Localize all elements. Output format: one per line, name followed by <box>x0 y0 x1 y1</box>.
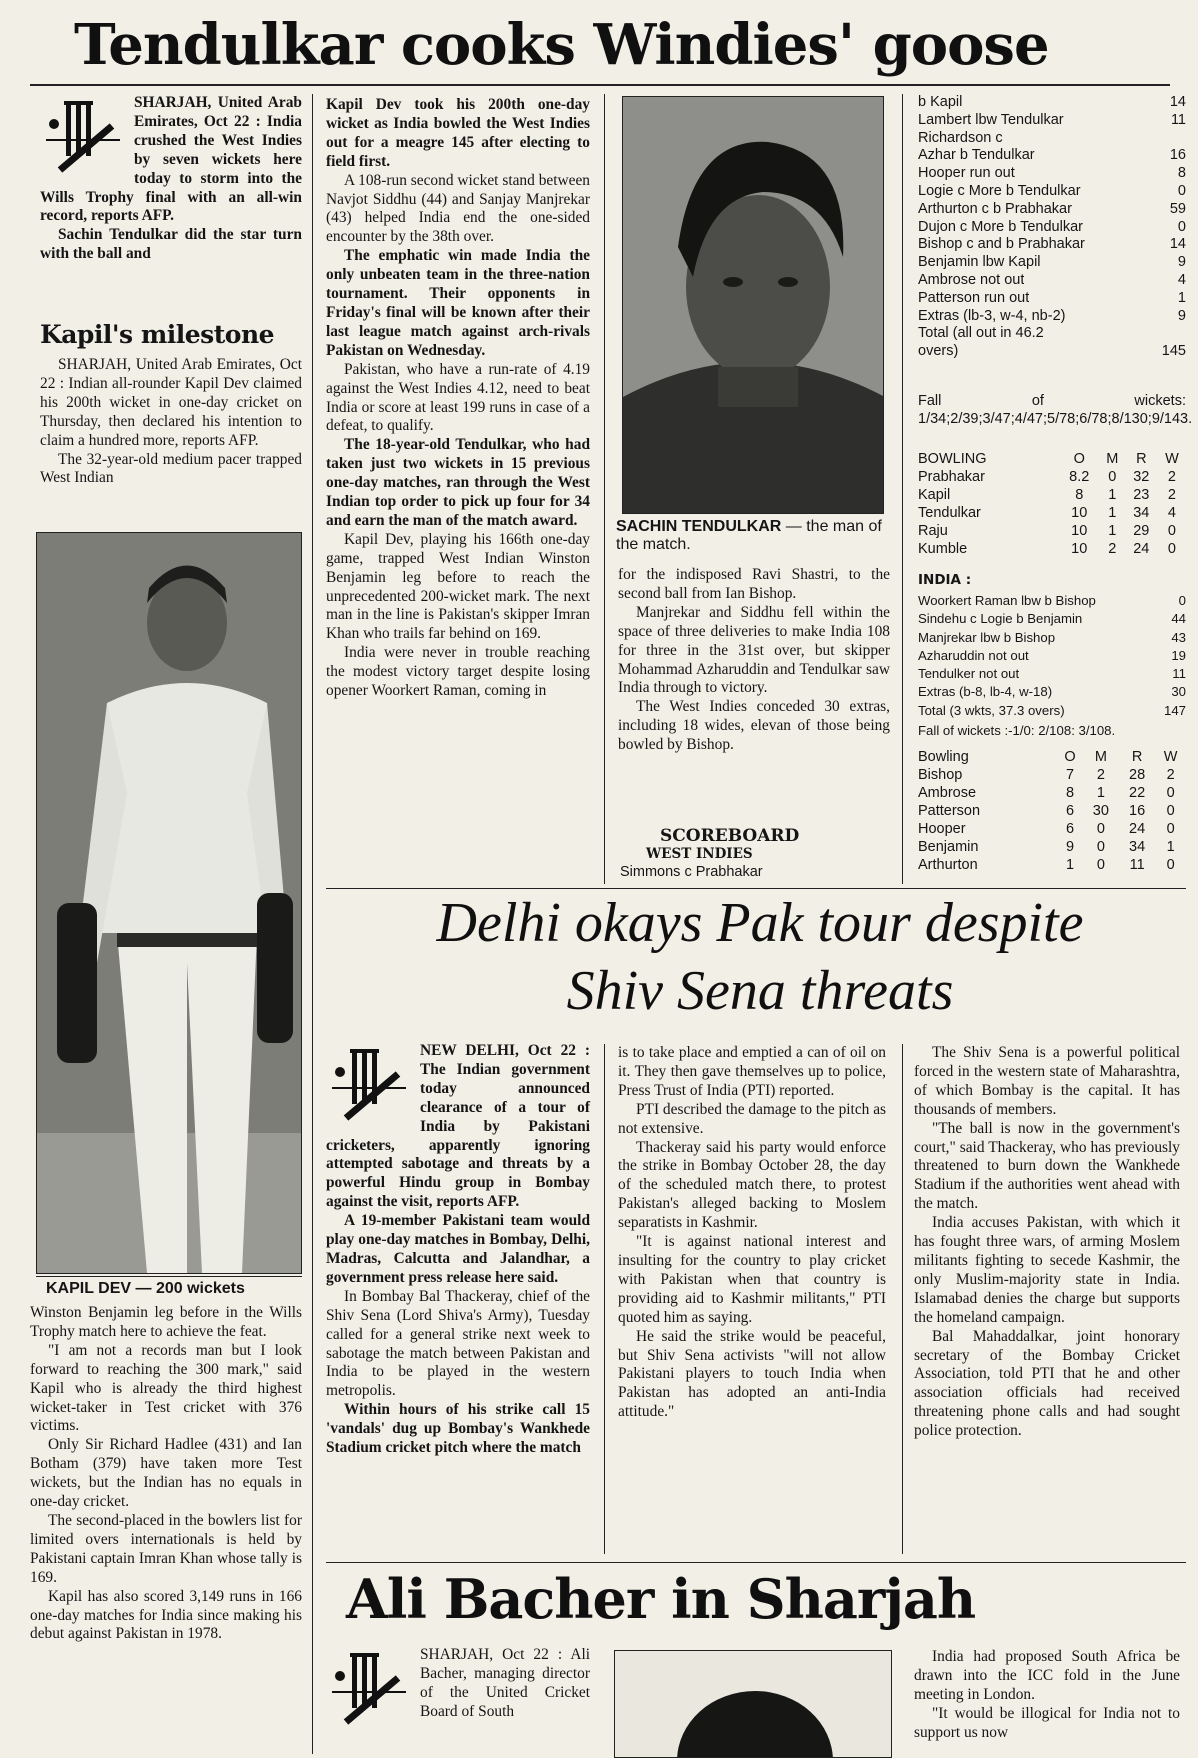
wi-batting-batsman: Arthurton c b Prabhakar <box>918 200 1072 217</box>
cricket-logo-icon <box>326 1648 412 1728</box>
delhi-c2-paragraph-1: is to take place and emptied a can of oil on it. They then gave themselves up to police, Press Trust of India (PTI) reported. <box>618 1044 886 1099</box>
wi-bowling-cell: 8 <box>1066 785 1075 801</box>
india-bowling-cell: Kapil <box>918 487 951 503</box>
bacher-c3-paragraph-1: India had proposed South Africa be drawn into the ICC fold in the June meeting in London. <box>914 1648 1180 1703</box>
india-batting-title: INDIA : <box>918 572 972 588</box>
india-bowling-cell: 29 <box>1133 523 1150 539</box>
bacher-top-rule <box>326 1562 1186 1563</box>
wi-bowling-row <box>918 820 1186 838</box>
lead-column-1 <box>40 94 302 264</box>
wi-batting-runs: 9 <box>1177 254 1186 271</box>
india-batting-row <box>918 647 1186 665</box>
india-bowling-cell: 34 <box>1133 505 1150 521</box>
india-batting-row <box>918 629 1186 647</box>
kapil-paragraph-1: SHARJAH, United Arab Emirates, Oct 22 : Indian all-rounder Kapil Dev claimed his 200th wicket in one-day cricket on Thursday, then declared his intention to claim a hundred more, reports AFP. <box>40 356 302 449</box>
india-bowling-header-cell: O <box>1073 451 1085 467</box>
wi-batting-row <box>918 290 1186 308</box>
india-bowling-row <box>918 486 1186 504</box>
india-batting-batsman: Woorkert Raman lbw b Bishop <box>918 593 1096 608</box>
india-batting-runs: 0 <box>1178 593 1186 608</box>
wi-batting-batsman: Azhar b Tendulkar <box>918 147 1035 164</box>
wi-batting-row <box>918 272 1186 290</box>
wi-batting-runs: 11 <box>1170 111 1186 128</box>
india-bowling-header-row <box>918 450 1186 468</box>
india-bowling-grid <box>918 450 1186 558</box>
kapil-subhead: Kapil's milestone <box>40 320 275 349</box>
wi-bowling-header-cell: O <box>1064 749 1076 765</box>
lead-paragraph-1: SHARJAH, United Arab Emirates, Oct 22 : India crushed the West Indies by seven wickets here today to storm into the Wills Trophy final with an all-win record, reports AFP. <box>40 94 302 225</box>
india-bowling-cell: 10 <box>1071 523 1088 539</box>
wi-batting-batsman: Logie c More b Tendulkar <box>918 182 1081 199</box>
india-batting-batsman: Azharuddin not out <box>918 647 1029 663</box>
india-bowling-cell: 0 <box>1167 541 1176 557</box>
wi-bowling-cell: 22 <box>1129 785 1146 801</box>
sachin-tendulkar-photo <box>622 96 884 514</box>
india-bowling-header-cell: M <box>1106 451 1119 467</box>
wi-batting-batsman: overs) <box>918 343 959 360</box>
india-bowling-cell: 2 <box>1108 541 1117 557</box>
india-bowling-cell: Kumble <box>918 541 968 557</box>
sachin-caption-rest: — the man of the match. <box>616 518 882 553</box>
wi-bowling-cell: 7 <box>1066 767 1075 783</box>
wi-batting-runs: 0 <box>1177 218 1186 235</box>
lead-c2-paragraph-2: A 108-run second wicket stand between Navjot Siddhu (44) and Sanjay Manjrekar (43) helped India end the one-sided encounter by the 38th over. <box>326 171 590 246</box>
wi-bowling-cell: Benjamin <box>918 839 979 855</box>
india-bowling-cell: 8.2 <box>1069 469 1090 485</box>
delhi-column-2 <box>618 1044 886 1422</box>
india-bowling-cell: 10 <box>1071 505 1088 521</box>
delhi-c3-paragraph-4: Bal Mahaddalkar, joint honorary secretary of the Bombay Cricket Association, told PTI that he and other association officials had received threatening phone calls and had sought police protection. <box>914 1327 1180 1440</box>
kapil-paragraph-4: "I am not a records man but I look forward to reaching the 300 mark," said Kapil who is already the third highest wicket-taker in Test cricket with 376 victims. <box>30 1341 302 1435</box>
lead-c2-paragraph-7: India were never in trouble reaching the modest victory target despite losing opener Woorkert Raman, coming in <box>326 644 590 700</box>
wi-bowling-header-cell: Bowling <box>918 749 969 765</box>
india-bowling-cell: 1 <box>1108 523 1117 539</box>
wi-bowling-cell: 6 <box>1066 803 1075 819</box>
wi-batting-row <box>918 236 1186 254</box>
wi-bowling-row <box>918 766 1186 784</box>
india-bowling-header-cell: R <box>1136 451 1147 467</box>
lead-c2-paragraph-5: The 18-year-old Tendulkar, who had taken just two wickets in 15 previous one-day matches, ran through the West Indian top order to pick up four for 34 and earn the man of the match award. <box>326 436 590 529</box>
india-bowling-cell: 0 <box>1167 523 1176 539</box>
wi-bowling-cell: 1 <box>1166 839 1175 855</box>
india-bowling-cell: 1 <box>1108 505 1117 521</box>
wi-bowling-table <box>918 748 1186 874</box>
kapil-paragraph-5: Only Sir Richard Hadlee (431) and Ian Botham (379) have taken more Test wickets, but the Indian has no equals in one-day cricket. <box>30 1436 302 1511</box>
wi-batting-row <box>918 325 1186 343</box>
india-batting-batsman: Total (3 wkts, 37.3 overs) <box>918 702 1065 718</box>
wi-bowling-cell: 6 <box>1066 821 1075 837</box>
india-batting-batsman: Extras (b-8, lb-4, w-18) <box>918 684 1053 700</box>
india-fall-of-wickets: Fall of wickets :-1/0: 2/108: 3/108. <box>918 723 1116 738</box>
india-bowling-cell: 2 <box>1167 487 1176 503</box>
india-batting-card <box>918 592 1186 720</box>
delhi-c1-paragraph-2: A 19-member Pakistani team would play one-day matches in Bombay, Delhi, Madras, Calcutta and Jalandhar, a government press release here said. <box>326 1212 590 1286</box>
lead-c2-paragraph-4: Pakistan, who have a run-rate of 4.19 against the West Indies 4.12, need to beat India or score at least 199 runs in case of a defeat, to qualify. <box>326 360 590 435</box>
wi-bowling-cell: 0 <box>1166 803 1175 819</box>
wi-batting-batsman: Lambert lbw Tendulkar <box>918 111 1064 128</box>
delhi-top-rule <box>326 888 1186 889</box>
lead-c3-paragraph-1: for the indisposed Ravi Shastri, to the second ball from Ian Bishop. <box>618 566 890 602</box>
delhi-c3-paragraph-1: The Shiv Sena is a powerful political forced in the western state of Maharashtra, of which Bombay is the capital. It has thousands of members. <box>914 1044 1180 1118</box>
bacher-column-3 <box>914 1648 1180 1743</box>
wi-batting-runs: 14 <box>1169 94 1186 110</box>
wi-batting-batsman: Benjamin lbw Kapil <box>918 254 1041 271</box>
kapil-paragraph-3: Winston Benjamin leg before in the Wills Trophy match here to achieve the feat. <box>30 1304 302 1340</box>
india-bowling-row <box>918 540 1186 558</box>
india-batting-runs: 19 <box>1171 647 1186 663</box>
wi-bowling-grid <box>918 748 1186 874</box>
wi-batting-batsman: Patterson run out <box>918 289 1030 306</box>
wi-bowling-cell: 2 <box>1096 767 1105 783</box>
wi-bowling-cell: 2 <box>1166 767 1175 783</box>
wi-bowling-cell: Arthurton <box>918 857 978 873</box>
delhi-c1-paragraph-4: Within hours of his strike call 15 'vandals' dug up Bombay's Wankhede Stadium cricket pitch where the match <box>326 1401 590 1457</box>
wi-batting-runs: 1 <box>1177 289 1186 306</box>
india-batting-batsman: Sindehu c Logie b Benjamin <box>918 611 1083 627</box>
column-rule-1 <box>312 94 313 1754</box>
kapil-paragraph-2: The 32-year-old medium pacer trapped West Indian <box>40 450 302 487</box>
bacher-column-1 <box>326 1646 590 1732</box>
india-batting-runs: 44 <box>1171 611 1186 627</box>
kapil-story-top <box>40 356 302 488</box>
delhi-headline-line-1: Delhi okays Pak tour despite <box>436 892 1084 954</box>
india-batting-row <box>918 665 1186 683</box>
wi-bowling-row <box>918 856 1186 874</box>
wi-bowling-cell: 16 <box>1129 803 1146 819</box>
wi-bowling-cell: 0 <box>1096 821 1105 837</box>
delhi-c2-paragraph-2: PTI described the damage to the pitch as not extensive. <box>618 1100 887 1137</box>
india-bowling-cell: 8 <box>1075 487 1084 503</box>
india-batting-runs: 147 <box>1163 702 1186 718</box>
india-batting-row <box>918 610 1186 628</box>
delhi-column-3 <box>914 1044 1180 1441</box>
india-bowling-row <box>918 522 1186 540</box>
india-batting-row <box>918 702 1186 720</box>
wi-batting-batsman: Extras (lb-3, w-4, nb-2) <box>918 307 1066 324</box>
sachin-caption-name: SACHIN TENDULKAR <box>616 518 782 535</box>
india-bowling-row <box>918 468 1186 486</box>
wi-batting-row <box>918 147 1186 165</box>
kapil-dev-photo <box>36 532 302 1274</box>
main-headline: Tendulkar cooks Windies' goose <box>74 12 1049 78</box>
wi-batting-row <box>918 308 1186 326</box>
india-batting-row <box>918 683 1186 701</box>
lead-paragraph-2: Sachin Tendulkar did the star turn with the ball and <box>40 226 302 263</box>
bacher-portrait-image <box>615 1651 892 1758</box>
wi-bowling-cell: Patterson <box>918 803 981 819</box>
wi-bowling-header-cell: W <box>1163 749 1178 765</box>
india-bowling-header-cell: W <box>1165 451 1179 467</box>
india-batting-runs: 30 <box>1171 684 1186 700</box>
wi-fall-of-wickets: Fall of wickets: 1/34;2/39;3/47;4/47;5/78;6/78;8/130;9/143. <box>918 393 1193 427</box>
bacher-c1-paragraph-1: SHARJAH, Oct 22 : Ali Bacher, managing director of the United Cricket Board of South <box>420 1646 590 1720</box>
india-bowling-cell: 4 <box>1167 505 1176 521</box>
wi-bowling-header-cell: R <box>1131 749 1143 765</box>
kapil-story-bottom <box>30 1304 302 1644</box>
wi-bowling-cell: Ambrose <box>918 785 977 801</box>
india-batting-runs: 11 <box>1172 666 1186 682</box>
headline-rule <box>30 84 1170 86</box>
india-bowling-cell: 23 <box>1133 487 1150 503</box>
india-bowling-cell: 0 <box>1108 469 1117 485</box>
lead-c2-paragraph-1: Kapil Dev took his 200th one-day wicket as India bowled the West Indies out for a meagre 145 after electing to field first. <box>326 96 590 170</box>
wi-bowling-cell: 28 <box>1129 767 1146 783</box>
india-bowling-cell: Prabhakar <box>918 469 985 485</box>
lead-c3-paragraph-3: The West Indies conceded 30 extras, including 18 wides, elevan of those being bowled by Bishop. <box>618 698 890 754</box>
wi-bowling-cell: 0 <box>1166 821 1175 837</box>
wi-batting-runs: 16 <box>1169 147 1186 164</box>
kapil-figure-image <box>37 533 302 1274</box>
india-bowling-cell: 2 <box>1167 469 1176 485</box>
wi-bowling-cell: 1 <box>1066 857 1075 873</box>
wi-batting-runs: 9 <box>1177 307 1186 324</box>
wi-bowling-cell: 1 <box>1096 785 1105 801</box>
wi-batting-batsman: Richardson c <box>918 129 1003 146</box>
india-batting-batsman: Tendulker not out <box>918 666 1020 682</box>
cricket-logo-icon <box>326 1044 412 1124</box>
wi-bowling-cell: 0 <box>1166 857 1175 873</box>
wi-batting-batsman: b Kapil <box>918 94 963 110</box>
lead-column-2 <box>326 96 590 701</box>
india-bowling-row <box>918 504 1186 522</box>
column-rule-3 <box>902 94 903 884</box>
india-bowling-header-cell: BOWLING <box>918 451 987 467</box>
wi-batting-row <box>918 201 1186 219</box>
delhi-c2-paragraph-5: He said the strike would be peaceful, but Shiv Sena activists "will not allow Pakistani players to touch India when Pakistan has adopted an anti-India attitude." <box>618 1327 886 1421</box>
wi-batting-runs: 14 <box>1169 236 1186 253</box>
india-batting-batsman: Manjrekar lbw b Bishop <box>918 629 1056 645</box>
wi-bowling-cell: 0 <box>1166 785 1175 801</box>
ali-bacher-photo <box>614 1650 892 1758</box>
wi-bowling-cell: 24 <box>1129 821 1146 837</box>
sachin-portrait-image <box>623 97 884 514</box>
wi-bowling-row <box>918 838 1186 856</box>
india-bowling-table <box>918 450 1186 558</box>
wi-bowling-cell: Bishop <box>918 767 963 783</box>
india-bowling-cell: Raju <box>918 523 948 539</box>
wi-batting-batsman: Hooper run out <box>918 165 1015 182</box>
wi-bowling-cell: 0 <box>1096 839 1105 855</box>
lead-c2-paragraph-3: The emphatic win made India the only unbeaten team in the three-nation tournament. Their opponents in Friday's final will be known after their last league match against arch-rivals Pakistan on Wednesday. <box>326 247 590 359</box>
lead-c3-paragraph-2: Manjrekar and Siddhu fell within the space of three deliveries to make India 108 for three in the 31st over, but skipper Mohammad Azharuddin and Tendulkar saw India through to victory. <box>618 603 890 697</box>
column-rule-4 <box>604 1044 605 1554</box>
kapil-paragraph-7: Kapil has also scored 3,149 runs in 166 one-day matches for India since making his debut against Pakistan in 1978. <box>30 1587 302 1643</box>
wi-batting-runs: 8 <box>1177 165 1186 182</box>
scoreboard-wi-title: WEST INDIES <box>646 846 753 862</box>
delhi-c1-paragraph-3: In Bombay Bal Thackeray, chief of the Shiv Sena (Lord Shiva's Army), Tuesday called for a general strike next week to sabotage the match between Pakistan and India to be played in the western metropolis. <box>326 1287 590 1400</box>
india-bowling-cell: Tendulkar <box>918 505 981 521</box>
scoreboard-first-line: Simmons c Prabhakar <box>620 864 763 880</box>
wi-bowling-cell: Hooper <box>918 821 966 837</box>
kapil-paragraph-6: The second-placed in the bowlers list for limited overs internationals is held by Pakistani captain Imran Khan whose tally is 169. <box>30 1511 302 1586</box>
wi-batting-row <box>918 130 1186 148</box>
india-bowling-cell: 24 <box>1133 541 1150 557</box>
wi-batting-row <box>918 219 1186 237</box>
delhi-c3-paragraph-3: India accuses Pakistan, with which it has fought three wars, of arming Moslem militants fighting to secede Kashmir, the only Muslim-majority state in India. Islamabad denies the charge but supports the homeland campaign. <box>914 1214 1180 1326</box>
wi-batting-runs: 145 <box>1161 343 1186 360</box>
sachin-photo-caption <box>616 518 894 554</box>
column-rule-5 <box>902 1044 903 1554</box>
bacher-c3-paragraph-2: "It would be illogical for India not to support us now <box>914 1704 1180 1741</box>
wi-batting-batsman: Total (all out in 46.2 <box>918 325 1044 342</box>
scoreboard-title: SCOREBOARD <box>660 826 800 846</box>
wi-batting-batsman: Bishop c and b Prabhakar <box>918 236 1085 253</box>
india-batting-row <box>918 592 1186 610</box>
wi-bowling-cell: 34 <box>1129 839 1146 855</box>
india-bowling-cell: 10 <box>1071 541 1088 557</box>
wi-batting-row <box>918 254 1186 272</box>
wi-batting-batsman: Dujon c More b Tendulkar <box>918 218 1083 235</box>
india-batting-runs: 43 <box>1171 629 1186 645</box>
delhi-c2-paragraph-3: Thackeray said his party would enforce the strike in Bombay October 28, the day of the scheduled match there, to protest Pakistan's alleged backing to Moslem separatists in Kashmir. <box>618 1138 886 1232</box>
wi-bowling-cell: 9 <box>1066 839 1075 855</box>
wi-batting-row <box>918 112 1186 130</box>
lead-column-3 <box>618 566 890 755</box>
cricket-logo-icon <box>40 96 126 176</box>
wi-bowling-cell: 11 <box>1129 857 1145 873</box>
wi-bowling-header-cell: M <box>1094 749 1107 765</box>
wi-batting-row <box>918 94 1186 112</box>
wi-batting-runs: 4 <box>1177 271 1186 288</box>
wi-batting-card <box>918 94 1186 361</box>
kapil-caption-rule <box>36 1276 302 1277</box>
wi-batting-row <box>918 343 1186 361</box>
lead-c2-paragraph-6: Kapil Dev, playing his 166th one-day game, trapped West Indian Winston Benjamin leg before to reach the unprecedented 200-wicket mark. The next man in the line is Pakistan's skipper Imran Khan who trails far behind on 169. <box>326 530 590 643</box>
india-bowling-cell: 32 <box>1133 469 1150 485</box>
column-rule-2 <box>604 94 605 884</box>
wi-bowling-row <box>918 802 1186 820</box>
delhi-c3-paragraph-2: "The ball is now in the government's court," said Thackeray, who has previously threatened to burn down the Wankhede Stadium if the authorities went ahead with the match. <box>914 1119 1180 1213</box>
wi-batting-runs: 59 <box>1169 200 1186 217</box>
wi-bowling-row <box>918 784 1186 802</box>
delhi-column-1 <box>326 1042 590 1458</box>
delhi-c1-paragraph-1: NEW DELHI, Oct 22 : The Indian government today announced clearance of a tour of India by Pakistani cricketers, apparently ignoring attempted sabotage and threats by a powerful Hindu group in Bombay against the visit, reports AFP. <box>326 1042 590 1211</box>
delhi-c2-paragraph-4: "It is against national interest and insulting for the country to play cricket with Pakistan when that country is providing aid to Kashmir militants," PTI quoted him as saying. <box>618 1233 886 1326</box>
delhi-headline-line-2: Shiv Sena threats <box>566 960 954 1022</box>
wi-batting-row <box>918 165 1186 183</box>
wi-batting-row <box>918 183 1186 201</box>
wi-bowling-cell: 0 <box>1096 857 1105 873</box>
wi-batting-runs: 0 <box>1177 182 1186 199</box>
india-bowling-cell: 1 <box>1108 487 1117 503</box>
wi-batting-batsman: Ambrose not out <box>918 271 1025 288</box>
wi-bowling-header-row <box>918 748 1186 766</box>
bacher-headline: Ali Bacher in Sharjah <box>346 1567 976 1631</box>
wi-bowling-cell: 30 <box>1092 803 1109 819</box>
kapil-photo-caption: KAPIL DEV — 200 wickets <box>46 1280 245 1297</box>
